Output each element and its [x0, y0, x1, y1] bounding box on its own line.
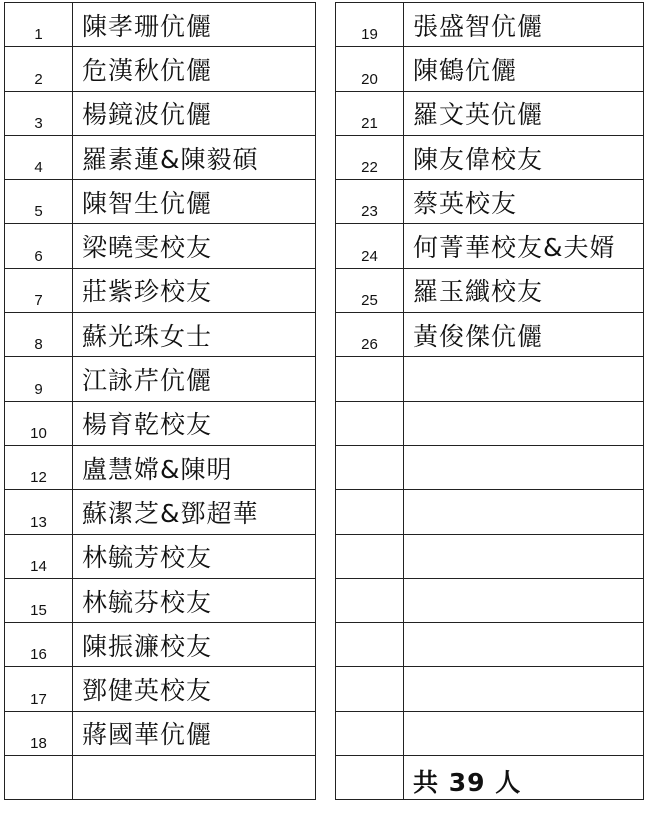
- row-number: 8: [5, 313, 73, 357]
- donor-name: 蘇潔芝&鄧超華: [73, 490, 316, 534]
- table-row: [5, 445, 316, 489]
- donor-name: 羅文英伉儷: [404, 91, 644, 135]
- donor-name: 羅玉纖校友: [404, 268, 644, 312]
- row-number: [336, 357, 404, 401]
- donor-name: 張盛智伉儷: [404, 3, 644, 47]
- row-number: 15: [5, 578, 73, 622]
- donor-name: 蔡英校友: [404, 180, 644, 224]
- donor-name: 梁曉雯校友: [73, 224, 316, 268]
- row-number: [336, 445, 404, 489]
- row-number: [336, 667, 404, 711]
- donor-name: [404, 445, 644, 489]
- donor-name: 楊鏡波伉儷: [73, 91, 316, 135]
- row-number: 19: [336, 3, 404, 47]
- table-row: [336, 224, 644, 268]
- donor-name: 何菁華校友&夫婿: [404, 224, 644, 268]
- donor-name: 林毓芬校友: [73, 578, 316, 622]
- donor-name: 鄧健英校友: [73, 667, 316, 711]
- row-number: 23: [336, 180, 404, 224]
- donor-name: 陳友偉校友: [404, 135, 644, 179]
- row-number: 10: [5, 401, 73, 445]
- right-name-table: [335, 2, 644, 800]
- table-row: [336, 401, 644, 445]
- row-number: [336, 623, 404, 667]
- donor-name: 危漢秋伉儷: [73, 47, 316, 91]
- row-number: 12: [5, 445, 73, 489]
- row-number: 4: [5, 135, 73, 179]
- table-row: [5, 711, 316, 755]
- total-count: 共 39 人: [404, 756, 644, 800]
- row-number: 24: [336, 224, 404, 268]
- row-number: 13: [5, 490, 73, 534]
- table-row: [5, 47, 316, 91]
- row-number: 17: [5, 667, 73, 711]
- donor-name: [404, 401, 644, 445]
- table-row: [5, 224, 316, 268]
- table-row: [5, 667, 316, 711]
- donor-name: 陳智生伉儷: [73, 180, 316, 224]
- table-row: [5, 180, 316, 224]
- table-row: [336, 47, 644, 91]
- row-number: 20: [336, 47, 404, 91]
- row-number: 6: [5, 224, 73, 268]
- donor-name: [404, 357, 644, 401]
- table-row: [336, 135, 644, 179]
- row-number: 2: [5, 47, 73, 91]
- table-row: [336, 180, 644, 224]
- table-row: [336, 91, 644, 135]
- row-number: 22: [336, 135, 404, 179]
- table-row: [5, 401, 316, 445]
- table-row: [5, 91, 316, 135]
- donor-name: [404, 711, 644, 755]
- donor-name: [404, 667, 644, 711]
- donor-name: 蘇光珠女士: [73, 313, 316, 357]
- row-number: 25: [336, 268, 404, 312]
- table-row: [5, 578, 316, 622]
- row-number: [336, 401, 404, 445]
- table-row: [5, 313, 316, 357]
- donor-name: [404, 623, 644, 667]
- donor-name: 陳鶴伉儷: [404, 47, 644, 91]
- table-row: [336, 578, 644, 622]
- row-number: [336, 578, 404, 622]
- donor-name: 江詠芹伉儷: [73, 357, 316, 401]
- table-row: [5, 135, 316, 179]
- right-table-body: [336, 3, 644, 800]
- donor-name: [404, 490, 644, 534]
- table-row: [336, 357, 644, 401]
- table-row: [5, 490, 316, 534]
- donor-name: [73, 756, 316, 800]
- table-row: [336, 268, 644, 312]
- table-row: [336, 445, 644, 489]
- table-row: [336, 711, 644, 755]
- table-row: [336, 313, 644, 357]
- donor-name: 陳孝珊伉儷: [73, 3, 316, 47]
- table-row: [336, 3, 644, 47]
- table-row: [5, 756, 316, 800]
- row-number: [336, 711, 404, 755]
- donor-name: 楊育乾校友: [73, 401, 316, 445]
- table-row: [336, 534, 644, 578]
- left-name-table: [4, 2, 316, 800]
- row-number: [336, 490, 404, 534]
- donor-name: 陳振濂校友: [73, 623, 316, 667]
- donor-name: 莊紫珍校友: [73, 268, 316, 312]
- donor-name: 羅素蓮&陳毅碩: [73, 135, 316, 179]
- donor-name: 蔣國華伉儷: [73, 711, 316, 755]
- table-row: [5, 357, 316, 401]
- row-number: 3: [5, 91, 73, 135]
- row-number: 21: [336, 91, 404, 135]
- row-number: 5: [5, 180, 73, 224]
- row-number: 9: [5, 357, 73, 401]
- table-row: [5, 534, 316, 578]
- row-number: [5, 756, 73, 800]
- donor-name: [404, 534, 644, 578]
- row-number: 26: [336, 313, 404, 357]
- table-row: [5, 3, 316, 47]
- table-row: [336, 490, 644, 534]
- table-row: [5, 268, 316, 312]
- table-row: [336, 756, 644, 800]
- table-row: [336, 623, 644, 667]
- row-number: 16: [5, 623, 73, 667]
- left-table-body: [5, 3, 316, 800]
- donor-name: 盧慧嫦&陳明: [73, 445, 316, 489]
- donor-name: 林毓芳校友: [73, 534, 316, 578]
- row-number: 14: [5, 534, 73, 578]
- table-row: [5, 623, 316, 667]
- row-number: 1: [5, 3, 73, 47]
- row-number: 7: [5, 268, 73, 312]
- row-number: [336, 756, 404, 800]
- row-number: [336, 534, 404, 578]
- donor-name: [404, 578, 644, 622]
- table-row: [336, 667, 644, 711]
- row-number: 18: [5, 711, 73, 755]
- donor-name: 黃俊傑伉儷: [404, 313, 644, 357]
